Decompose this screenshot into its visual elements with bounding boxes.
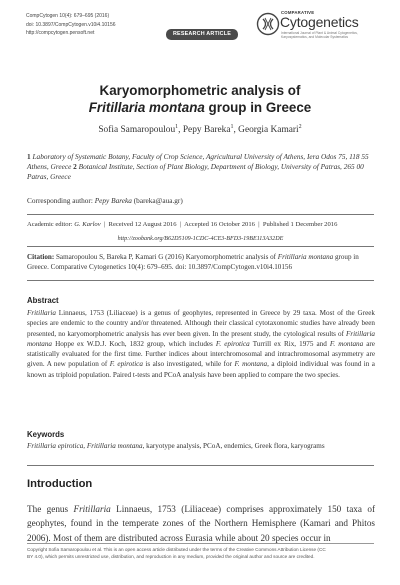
received-date: Received 12 August 2016 bbox=[108, 221, 177, 228]
introduction-body bbox=[27, 502, 375, 545]
logo-title: Cytogenetics bbox=[280, 14, 359, 30]
abstract-body bbox=[27, 308, 375, 380]
doi-line[interactable]: doi: 10.3897/CompCytogen.v10i4.10156 bbox=[26, 21, 116, 28]
editor-name: G. Karlov bbox=[74, 221, 101, 228]
author-separator: , bbox=[233, 125, 239, 136]
abstract-text: is also investigated, while for bbox=[142, 360, 235, 369]
editor-label: Academic editor: bbox=[27, 221, 75, 228]
citation-text: Samaropoulou S, Bareka P, Kamari G (2016) Karyomorphometric analysis of bbox=[55, 253, 278, 261]
keywords-list bbox=[27, 441, 375, 451]
affiliations bbox=[27, 152, 377, 182]
copyright-footer bbox=[27, 546, 375, 560]
author-list bbox=[20, 124, 380, 135]
corresponding-label: Corresponding author: bbox=[27, 196, 95, 205]
abstract-italic: Fritillaria montana bbox=[27, 329, 375, 348]
keywords-heading: Keywords bbox=[27, 430, 65, 439]
abstract-italic: F. montana bbox=[329, 339, 364, 348]
zoobank-link[interactable]: http://zoobank.org/B62D5109-1CDC-4CE3-BFD3-19BE113A32DE bbox=[117, 236, 284, 242]
author-separator: , bbox=[178, 125, 183, 136]
corresponding-author bbox=[27, 196, 183, 205]
intro-text: The genus bbox=[27, 504, 74, 514]
logo-tagline: International Journal of Plant & Animal Cytogenetics, Karyosystematics, and Molecular Systematics bbox=[281, 31, 358, 40]
author-affiliation-mark: 1 bbox=[230, 124, 234, 130]
title-species: Fritillaria montana bbox=[88, 100, 205, 115]
citation bbox=[27, 252, 374, 272]
intro-text: Linnaeus, 1753 (Liliaceae) comprises approximately 150 taxa of geophytes, found in the temperate zones of the Northern Hemisphere (Kamari and Phitos 2006). Most of them are distributed across Eurasia while about 20 species occur in bbox=[27, 504, 375, 543]
affiliation-number: 2 bbox=[73, 162, 77, 171]
title-line-2 bbox=[20, 99, 380, 116]
journal-info bbox=[26, 12, 116, 38]
abstract-italic: F. epirotica bbox=[215, 339, 250, 348]
abstract-italic: Fritillaria bbox=[27, 309, 56, 317]
title-rest: group in Greece bbox=[204, 100, 312, 115]
editorial-separator: | bbox=[176, 221, 185, 228]
author-affiliation-mark: 1 bbox=[175, 124, 179, 130]
author-affiliation-mark: 2 bbox=[298, 124, 302, 130]
affiliation-number: 1 bbox=[27, 152, 31, 161]
intro-genus: Fritillaria bbox=[73, 504, 111, 514]
journal-site-link[interactable]: http://compcytogen.pensoft.net bbox=[26, 30, 95, 36]
affiliation-text: Botanical Institute, Section of Plant Biology, Department of Biology, University of Patras, 265 00 Patras, Greece bbox=[27, 162, 364, 181]
abstract-text: , a diploid individual was found in a known as triploid population. Paired t-tests and PCoA analysis have been applied to compare the two species. bbox=[27, 360, 375, 379]
logo-subtitle: COMPARATIVE bbox=[281, 10, 315, 15]
editorial-separator: | bbox=[254, 221, 263, 228]
footer-line: BY 4.0), which permits unrestricted use, distribution, and reproduction in any medium, provided the original author and source are credited. bbox=[27, 554, 315, 559]
abstract-text: Hoppe ex W.D.J. Koch, 1832 group, which includes bbox=[52, 339, 216, 348]
footer-line: Copyright Sofia Samaropoulou et al. This is an open access article distributed under the terms of the Creative Commons Attribution License (CC bbox=[27, 547, 326, 552]
author-name[interactable]: Pepy Bareka bbox=[182, 125, 231, 136]
author-name[interactable]: Georgia Kamari bbox=[238, 125, 299, 136]
corresponding-name: Pepy Bareka bbox=[94, 196, 132, 205]
abstract-italic: F. montana bbox=[234, 360, 268, 369]
published-date: Published 1 December 2016 bbox=[262, 221, 338, 228]
journal-logo-icon bbox=[256, 10, 280, 38]
divider bbox=[27, 280, 374, 281]
abstract-text: Turrill ex Rix, 1975 and bbox=[249, 339, 330, 348]
citation-species: Fritillaria montana bbox=[277, 253, 334, 261]
abstract-italic: F. epirotica bbox=[109, 360, 143, 369]
author-name[interactable]: Sofia Samaropoulou bbox=[98, 125, 176, 136]
title-line-1: Karyomorphometric analysis of bbox=[99, 83, 301, 98]
accepted-date: Accepted 16 October 2016 bbox=[184, 221, 255, 228]
article-type-badge: RESEARCH ARTICLE bbox=[166, 29, 238, 40]
citation-text: group in Greece. Comparative Cytogenetics 10(4): 679–695. doi: 10.3897/CompCytogen.v10i4.10156 bbox=[27, 253, 359, 271]
divider bbox=[27, 214, 374, 215]
keywords-text: , karyotype analysis, PCoA, endemics, Greek flora, karyograms bbox=[142, 442, 325, 450]
keywords-species: Fritillaria epirotica, Fritillaria montana bbox=[27, 442, 143, 450]
editorial-dates bbox=[27, 221, 374, 228]
divider bbox=[27, 246, 374, 247]
affiliation-text: Laboratory of Systematic Botany, Faculty of Crop Science, Agricultural University of Athens, Iera Odos 75, 118 55 Athens, Greece bbox=[27, 152, 369, 171]
article-title bbox=[20, 82, 380, 116]
abstract-heading: Abstract bbox=[27, 296, 59, 305]
divider bbox=[27, 465, 374, 466]
abstract-text: are statistically evaluated for the first time. Further indices about interchromosomal and intrachromosomal asymmetry are given. A new population of bbox=[27, 339, 375, 369]
introduction-heading: Introduction bbox=[27, 478, 93, 490]
abstract-text: Linnaeus, 1753 (Liliaceae) is a genus of geophytes, represented in Greece by 29 taxa. Most of the Greek species are endemic to the country and/or threatened. Although their classical cytotaxonomic studies have already been presented, no karyomorphometric analysis has ever been given. In the present study, the cytological results of bbox=[27, 309, 375, 338]
divider bbox=[27, 543, 374, 544]
corresponding-email[interactable]: (bareka@aua.gr) bbox=[131, 196, 183, 205]
journal-citation-line: CompCytogen 10(4): 679–695 (2016) bbox=[26, 13, 110, 19]
citation-label: Citation: bbox=[27, 253, 56, 261]
editorial-separator: | bbox=[100, 221, 109, 228]
